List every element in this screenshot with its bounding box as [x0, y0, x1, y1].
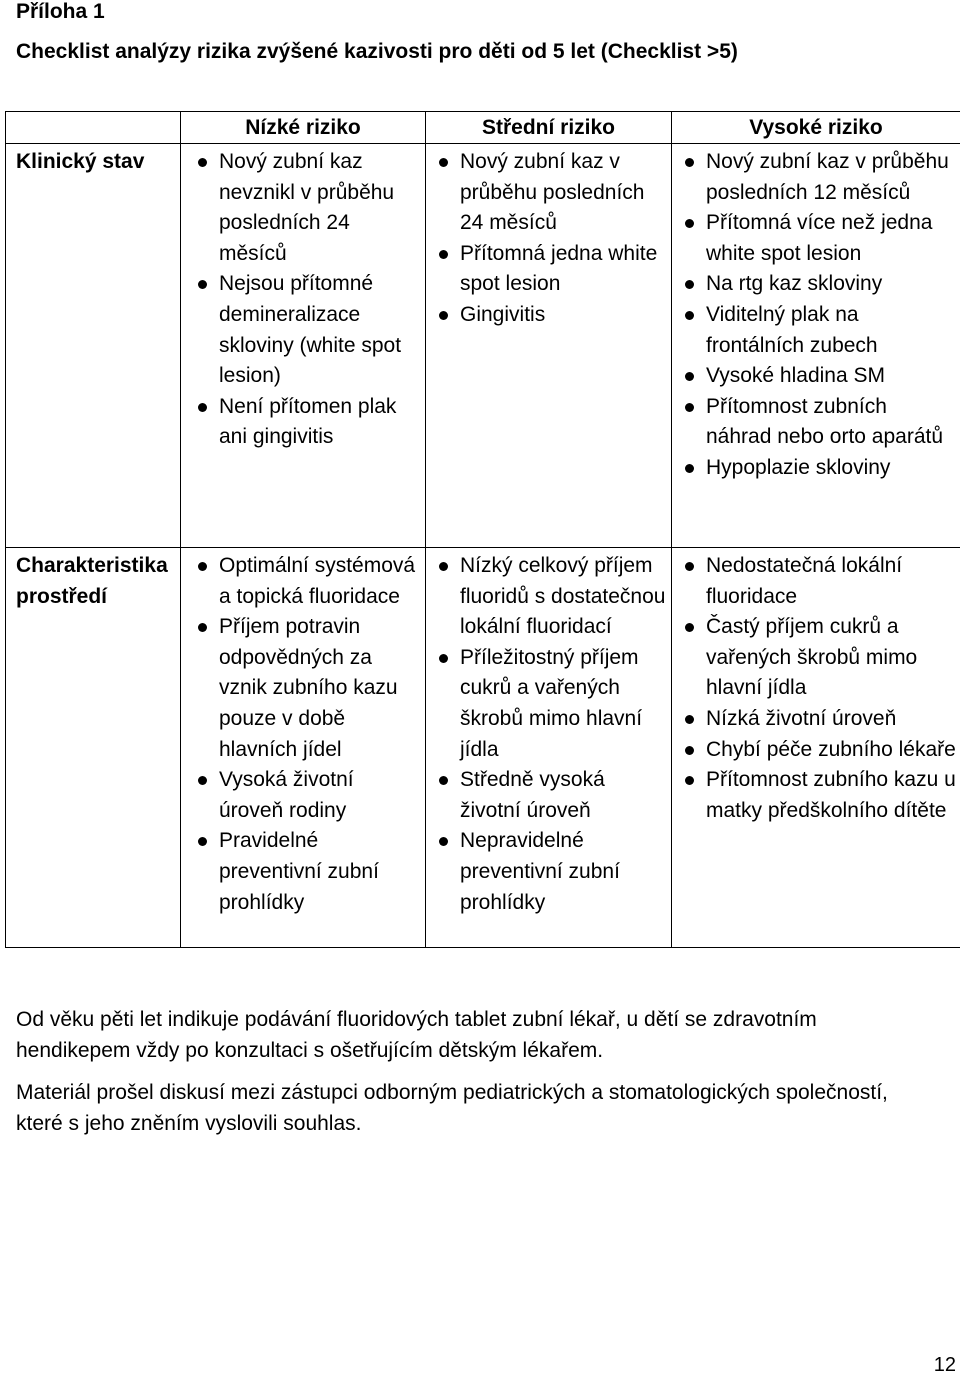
criteria-list [195, 551, 421, 918]
list-item: Nový zubní kaz v průběhu posledních 12 měsíců [682, 147, 956, 208]
note-paragraph-approval: Materiál prošel diskusí mezi zástupci odborným pediatrických a stomatologických společností, které s jeho zněním vyslovili souhlas. [16, 1081, 888, 1135]
row-label-line: Klinický stav [16, 150, 145, 173]
table-row-clinical-state [6, 144, 960, 548]
document-title: Checklist analýzy rizika zvýšené kazivosti pro děti od 5 let (Checklist >5) [16, 40, 738, 63]
cell-medium-risk [426, 144, 672, 548]
list-item: Středně vysoká životní úroveň [436, 765, 667, 826]
list-item: Nízká životní úroveň [682, 704, 956, 735]
list-item: Vysoké hladina SM [682, 361, 956, 392]
table-row-environment [6, 548, 960, 948]
list-item: Optimální systémová a topická fluoridace [195, 551, 421, 612]
list-item: Přítomnost zubního kazu u matky předškolního dítěte [682, 765, 956, 826]
cell-high-risk [672, 548, 960, 948]
list-item: Přítomnost zubních náhrad nebo orto aparátů [682, 392, 956, 453]
header-cell-medium-risk: Střední riziko [426, 112, 672, 144]
list-item: Nepravidelné preventivní zubní prohlídky [436, 826, 667, 918]
header-cell-empty [6, 112, 181, 144]
list-item: Nejsou přítomné demineralizace skloviny (white spot lesion) [195, 269, 421, 391]
row-label-line: Charakteristika [16, 554, 168, 577]
list-item: Nedostatečná lokální fluoridace [682, 551, 956, 612]
row-label-environment [6, 548, 181, 948]
table-header-row [6, 112, 960, 144]
list-item: Příjem potravin odpovědných za vznik zubního kazu pouze v době hlavních jídel [195, 612, 421, 765]
list-item: Viditelný plak na frontálních zubech [682, 300, 956, 361]
row-label-line: prostředí [16, 584, 108, 608]
list-item: Vysoká životní úroveň rodiny [195, 765, 421, 826]
cell-medium-risk [426, 548, 672, 948]
row-label-clinical-state [6, 144, 181, 548]
list-item: Přítomná jedna white spot lesion [436, 239, 667, 300]
criteria-list [195, 147, 421, 453]
list-item: Na rtg kaz skloviny [682, 269, 956, 300]
criteria-list [682, 551, 956, 826]
list-item: Gingivitis [436, 300, 667, 331]
risk-checklist-table [5, 111, 960, 948]
list-item: Chybí péče zubního lékaře [682, 735, 956, 766]
header-cell-low-risk: Nízké riziko [181, 112, 426, 144]
page-number: 12 [933, 1354, 956, 1376]
list-item: Hypoplazie skloviny [682, 453, 956, 484]
criteria-list [682, 147, 956, 484]
list-item: Nový zubní kaz v průběhu posledních 24 měsíců [436, 147, 667, 239]
cell-low-risk [181, 548, 426, 948]
list-item: Nízký celkový příjem fluoridů s dostatečnou lokální fluoridací [436, 551, 667, 643]
criteria-list [436, 551, 667, 918]
cell-low-risk [181, 144, 426, 548]
cell-high-risk [672, 144, 960, 548]
list-item: Není přítomen plak ani gingivitis [195, 392, 421, 453]
list-item: Pravidelné preventivní zubní prohlídky [195, 826, 421, 918]
list-item: Častý příjem cukrů a vařených škrobů mimo hlavní jídla [682, 612, 956, 704]
list-item: Přítomná více než jedna white spot lesion [682, 208, 956, 269]
note-paragraph-fluoride: Od věku pěti let indikuje podávání fluoridových tablet zubní lékař, u dětí se zdravotním hendikepem vždy po konzultaci s ošetřujícím dětským lékařem. [16, 1008, 817, 1062]
criteria-list [436, 147, 667, 331]
header-cell-high-risk: Vysoké riziko [672, 112, 960, 144]
list-item: Nový zubní kaz nevznikl v průběhu posledních 24 měsíců [195, 147, 421, 269]
list-item: Příležitostný příjem cukrů a vařených škrobů mimo hlavní jídla [436, 643, 667, 765]
annex-label: Příloha 1 [16, 0, 105, 23]
